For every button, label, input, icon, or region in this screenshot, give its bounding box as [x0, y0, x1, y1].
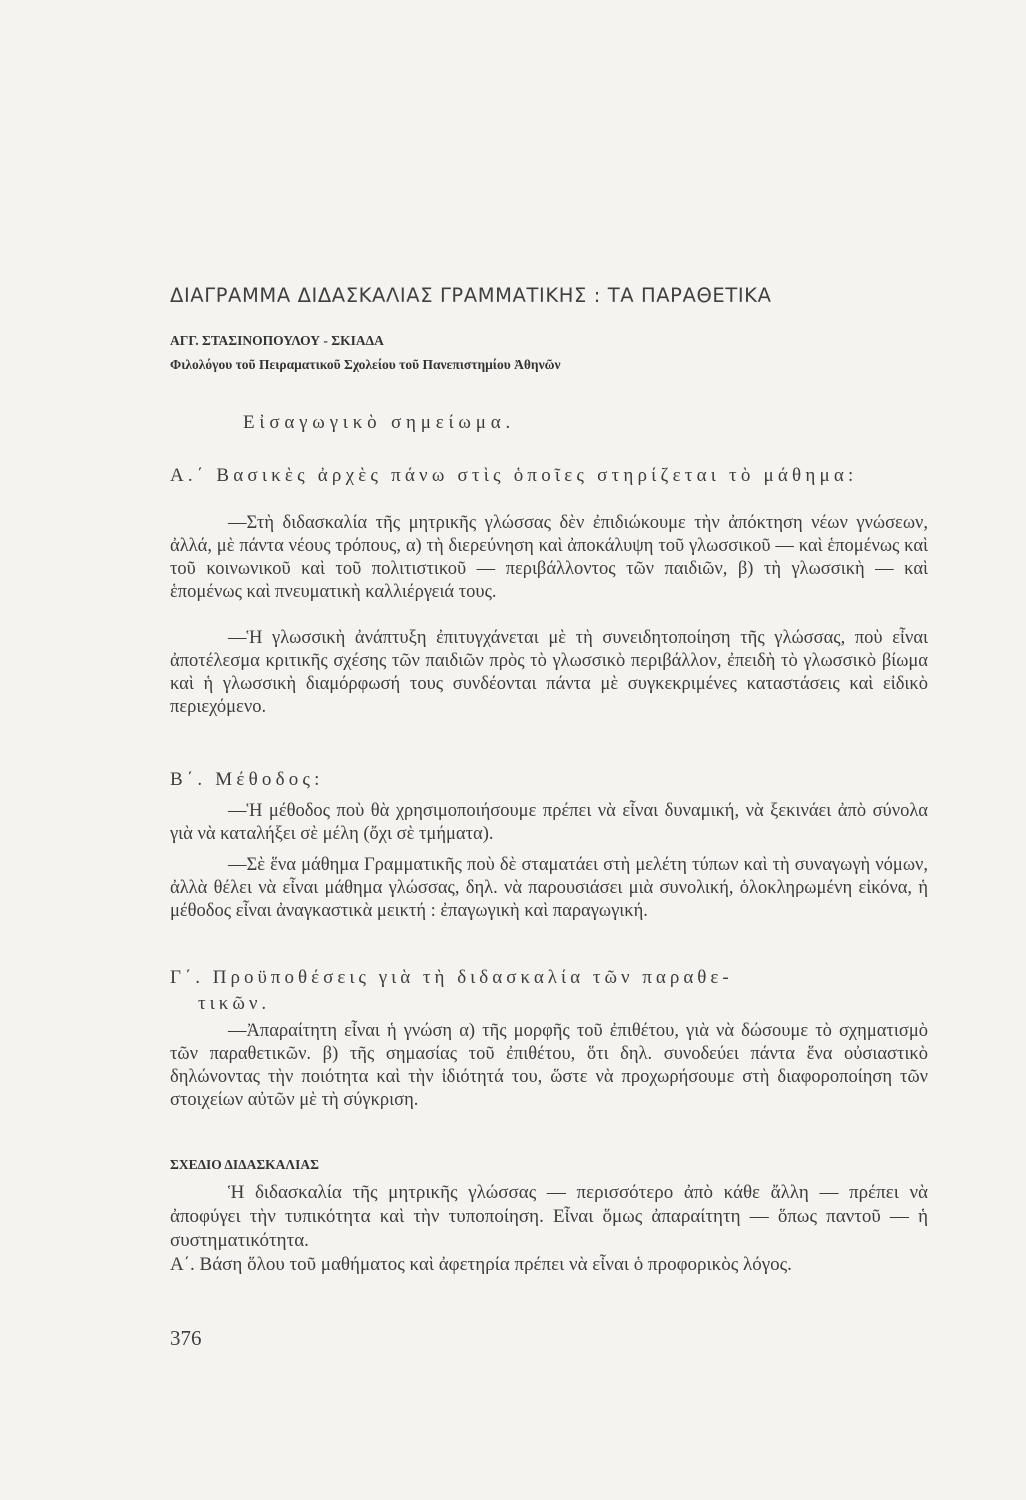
section-a-paragraph-1: —Στὴ διδασκαλία τῆς μητρικῆς γλώσσας δὲν ἐπιδιώκουμε τὴν ἀπόκτηση νέων γνώσεων, ἀλλά, μὲ πάντα νέους τρόπους, α) τὴ διερεύνηση καὶ ἀποκάλυψη τοῦ γλωσσικοῦ — καὶ ἑπομένως καὶ τοῦ κοινωνικοῦ καὶ τοῦ πολιτιστικοῦ — περιβάλλοντος τῶν παιδιῶν, β) τὴ γλωσσικὴ — καὶ ἑπομένως καὶ πνευματικὴ καλλιέργειά τους. [170, 513, 928, 602]
section-b-paragraph-2: —Σὲ ἕνα μάθημα Γραμματικῆς ποὺ δὲ σταματάει στὴ μελέτη τύπων καὶ τὴ συναγωγὴ νόμων, ἀλλὰ θέλει νὰ εἶναι μάθημα γλώσσας, δηλ. νὰ παρουσιάσει μιὰ συνολική, ὁλοκληρωμένη εἰκόνα, ἡ μέθοδος εἶναι ἀναγκαστικὰ μεικτή : ἐπαγωγικὴ καὶ παραγωγική. [170, 855, 928, 921]
author-affiliation: Φιλολόγου τοῦ Πειραματικοῦ Σχολείου τοῦ Πανεπιστημίου Ἀθηνῶν [170, 357, 561, 372]
intro-heading: Εἰσαγωγικὸ σημείωμα. [243, 412, 516, 433]
teaching-plan-paragraph-1: Ἡ διδασκαλία τῆς μητρικῆς γλώσσας — περισσότερο ἀπὸ κάθε ἄλλη — πρέπει νὰ ἀποφύγει τὴν τυπικότητα καὶ τὴν τυποποίηση. Εἶναι ὅμως ἀπαραίτητη — ὅπως παντοῦ — ἡ συστηματικότητα. [170, 1182, 928, 1251]
section-b-paragraph-1: —Ἡ μέθοδος ποὺ θὰ χρησιμοποιήσουμε πρέπει νὰ εἶναι δυναμική, νὰ ξεκινάει ἀπὸ σύνολα γιὰ νὰ καταλήξει σὲ μέλη (ὄχι σὲ τμήματα). [170, 801, 928, 844]
article-title: ΔΙΑΓΡΑΜΜΑ ΔΙΔΑΣΚΑΛΙΑΣ ΓΡΑΜΜΑΤΙΚΗΣ : ΤΑ ΠΑΡΑΘΕΤΙΚΑ [170, 284, 772, 307]
section-a-paragraph-2: —Ἡ γλωσσικὴ ἀνάπτυξη ἐπιτυγχάνεται μὲ τὴ συνειδητοποίηση τῆς γλώσσας, ποὺ εἶναι ἀποτέλεσμα κριτικῆς σχέσης τῶν παιδιῶν πρὸς τὸ γλωσσικὸ περιβάλλον, ἐπειδὴ τὸ γλωσσικὸ βίωμα καὶ ἡ γλωσσικὴ διαμόρφωσή τους συνδέονται πάντα μὲ συγκεκριμένες καταστάσεις καὶ εἰδικὸ περιεχόμενο. [170, 628, 928, 717]
page-number: 376 [170, 1326, 202, 1350]
section-c-heading [170, 965, 928, 1017]
teaching-plan-heading: ΣΧΕΔΙΟ ΔΙΔΑΣΚΑΛΙΑΣ [170, 1157, 319, 1172]
section-c-heading-line-1: Γ΄. Προϋποθέσεις γιὰ τὴ διδασκαλία τῶν παραθε- [170, 967, 733, 988]
section-b-heading: Β΄. Μέθοδος: [170, 769, 324, 790]
section-c-paragraph-1: —Ἀπαραίτητη εἶναι ἡ γνώση α) τῆς μορφῆς τοῦ ἐπιθέτου, γιὰ νὰ δώσουμε τὸ σχηματισμὸ τῶν παραθετικῶν. β) τῆς σημασίας τοῦ ἐπιθέτου, ὅτι δηλ. συνοδεύει πάντα ἕνα οὐσιαστικὸ δηλώνοντας τὴν ποιότητα καὶ τὴν ἰδιότητά του, ὥστε νὰ προχωρήσουμε στὴ διαφοροποίηση τῶν στοιχείων αὐτῶν μὲ τὴ σύγκριση. [170, 1021, 928, 1110]
author-name: ΑΓΓ. ΣΤΑΣΙΝΟΠΟΥΛΟΥ - ΣΚΙΑΔΑ [170, 333, 384, 348]
teaching-plan-paragraph-2: Α΄. Βάση ὅλου τοῦ μαθήματος καὶ ἀφετηρία πρέπει νὰ εἶναι ὁ προφορικὸς λόγος. [170, 1254, 792, 1275]
section-c-heading-line-2: τικῶν. [198, 993, 271, 1014]
section-a-heading: Α.΄ Βασικὲς ἀρχὲς πάνω στὶς ὁποῖες στηρίζεται τὸ μάθημα: [170, 465, 858, 486]
